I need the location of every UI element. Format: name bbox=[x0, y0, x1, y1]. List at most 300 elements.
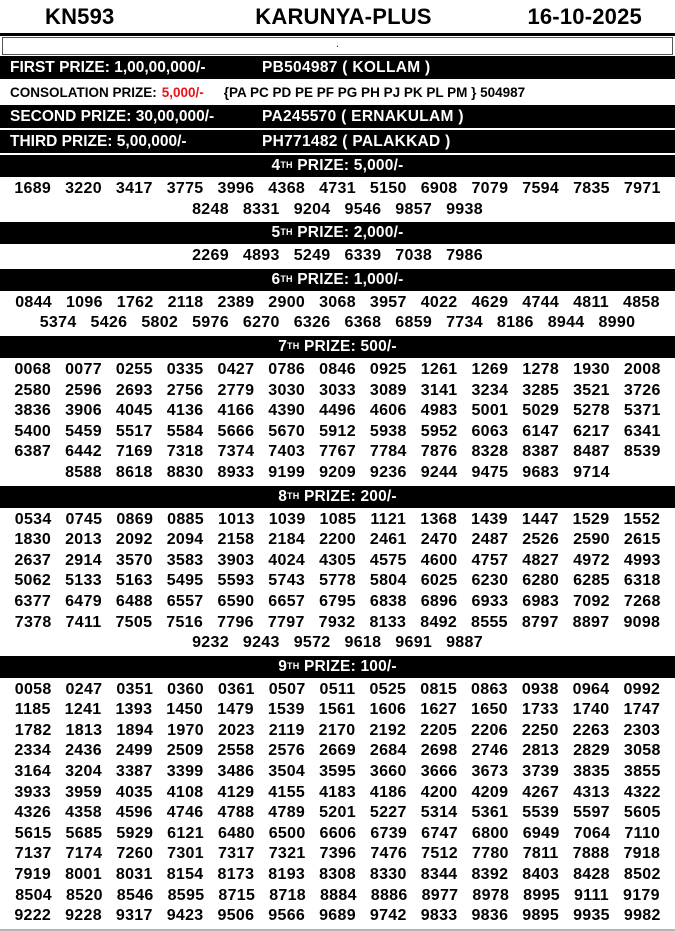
ticket-number: 8933 bbox=[217, 463, 255, 481]
ticket-number: 2013 bbox=[65, 531, 102, 549]
ticket-number: 8886 bbox=[370, 886, 408, 904]
ticket-number: 7260 bbox=[116, 845, 154, 863]
ticket-number: 4746 bbox=[166, 804, 204, 822]
ticket-number: 7137 bbox=[14, 845, 52, 863]
number-row bbox=[0, 442, 675, 463]
ticket-number: 0745 bbox=[65, 510, 103, 528]
first-prize-bar bbox=[0, 56, 675, 79]
ticket-number: 1813 bbox=[65, 721, 103, 739]
ticket-number: 0255 bbox=[115, 360, 153, 378]
ticket-number: 2184 bbox=[268, 531, 306, 549]
ticket-number: 9098 bbox=[623, 613, 661, 631]
prize-header-7th: 7TH PRIZE: 500/- bbox=[0, 336, 675, 358]
ticket-number: 1561 bbox=[318, 701, 356, 719]
ticket-number: 2334 bbox=[14, 742, 52, 760]
page-header bbox=[0, 0, 675, 33]
ticket-number: 9836 bbox=[471, 907, 509, 925]
ticket-number: 7378 bbox=[14, 613, 52, 631]
ticket-number: 4136 bbox=[166, 402, 204, 420]
ticket-number: 2684 bbox=[369, 742, 407, 760]
ticket-number: 5670 bbox=[268, 422, 306, 440]
ticket-number: 6983 bbox=[522, 592, 560, 610]
ticket-number: 9618 bbox=[344, 634, 382, 652]
ticket-number: 8330 bbox=[369, 866, 407, 884]
ticket-number: 3933 bbox=[14, 783, 52, 801]
number-row bbox=[0, 551, 675, 572]
ticket-number: 1762 bbox=[116, 293, 154, 311]
ticket-number: 5278 bbox=[573, 402, 610, 420]
ticket-number: 3835 bbox=[573, 763, 610, 781]
strip-dot: . bbox=[336, 40, 339, 49]
ticket-number: 7374 bbox=[217, 443, 255, 461]
ticket-number: 5584 bbox=[166, 422, 204, 440]
ticket-number: 8193 bbox=[268, 866, 306, 884]
ticket-number: 5743 bbox=[268, 572, 306, 590]
ticket-number: 0361 bbox=[217, 680, 255, 698]
ticket-number: 1278 bbox=[522, 360, 560, 378]
number-row bbox=[0, 886, 675, 907]
number-row bbox=[0, 803, 675, 824]
ticket-number: 8344 bbox=[420, 866, 458, 884]
ticket-number: 4993 bbox=[623, 551, 661, 569]
ticket-number: 4858 bbox=[623, 293, 660, 311]
ticket-number: 7174 bbox=[65, 845, 103, 863]
ticket-number: 2829 bbox=[573, 742, 610, 760]
ticket-number: 8502 bbox=[623, 866, 661, 884]
ticket-number: 2693 bbox=[115, 381, 153, 399]
ticket-number: 0068 bbox=[14, 360, 52, 378]
ticket-number: 6217 bbox=[573, 422, 610, 440]
ticket-number: 2170 bbox=[318, 721, 356, 739]
ticket-number: 8308 bbox=[319, 866, 356, 884]
ticket-number: 6949 bbox=[522, 824, 560, 842]
ticket-number: 9691 bbox=[395, 634, 433, 652]
ticket-number: 7796 bbox=[217, 613, 254, 631]
ticket-number: 4209 bbox=[471, 783, 509, 801]
ticket-number: 5459 bbox=[65, 422, 102, 440]
ticket-number: 4629 bbox=[471, 293, 509, 311]
ticket-number: 4368 bbox=[268, 180, 306, 197]
number-row bbox=[0, 200, 675, 221]
ticket-number: 5314 bbox=[420, 804, 458, 822]
prize-header-6th: 6TH PRIZE: 1,000/- bbox=[0, 269, 675, 291]
ticket-number: 3387 bbox=[115, 763, 153, 781]
ticket-number: 3666 bbox=[420, 763, 458, 781]
ticket-number: 5400 bbox=[14, 422, 52, 440]
ticket-number: 7064 bbox=[573, 824, 611, 842]
ticket-number: 0925 bbox=[369, 360, 407, 378]
ticket-number: 9317 bbox=[115, 907, 153, 925]
ticket-number: 3285 bbox=[522, 381, 560, 399]
second-prize-bar bbox=[0, 105, 675, 128]
ticket-number: 9857 bbox=[395, 200, 433, 218]
consolation-series: {PA PC PD PE PF PG PH PJ PK PL PM } 504987 bbox=[223, 84, 526, 100]
first-prize-label: FIRST PRIZE: 1,00,00,000/- bbox=[10, 59, 206, 76]
ticket-number: 6859 bbox=[395, 314, 433, 332]
ticket-number: 9244 bbox=[420, 463, 458, 481]
ticket-number: 7784 bbox=[369, 443, 407, 461]
ticket-number: 9742 bbox=[369, 907, 407, 925]
ticket-number: 2813 bbox=[522, 742, 560, 760]
ticket-number: 4129 bbox=[217, 783, 255, 801]
ticket-number: 7396 bbox=[319, 845, 357, 863]
ticket-number: 2461 bbox=[369, 531, 407, 549]
ticket-number: 7476 bbox=[370, 845, 408, 863]
ticket-number: 2487 bbox=[471, 531, 509, 549]
ticket-number: 1970 bbox=[167, 721, 204, 739]
ticket-number: 5952 bbox=[420, 422, 458, 440]
ticket-number: 1096 bbox=[65, 293, 103, 311]
ticket-number: 2914 bbox=[65, 551, 102, 569]
consolation-amount: 5,000/- bbox=[161, 84, 204, 100]
ticket-number: 1368 bbox=[420, 510, 458, 528]
ticket-number: 3417 bbox=[115, 180, 153, 197]
ticket-number: 9938 bbox=[446, 200, 483, 218]
ticket-number: 5374 bbox=[39, 314, 77, 332]
ticket-number: 5802 bbox=[141, 314, 179, 332]
ticket-number: 7512 bbox=[421, 845, 458, 863]
prize-sections bbox=[0, 155, 675, 927]
ticket-number: 1830 bbox=[14, 531, 52, 549]
ticket-number: 6326 bbox=[293, 314, 331, 332]
ticket-number: 1447 bbox=[521, 510, 559, 528]
ticket-number: 0511 bbox=[319, 680, 356, 698]
ticket-number: 2118 bbox=[167, 293, 204, 311]
ticket-number: 4024 bbox=[268, 551, 306, 569]
ticket-number: 3033 bbox=[319, 381, 356, 399]
ticket-number: 3660 bbox=[369, 763, 407, 781]
ticket-number: 7169 bbox=[115, 443, 153, 461]
ticket-number: 5227 bbox=[369, 804, 407, 822]
ticket-number: 2436 bbox=[65, 742, 102, 760]
ticket-number: 0846 bbox=[319, 360, 356, 378]
ticket-number: 4496 bbox=[319, 402, 356, 420]
ticket-number: 9683 bbox=[522, 463, 560, 481]
ticket-number: 4972 bbox=[573, 551, 610, 569]
ticket-number: 0863 bbox=[471, 680, 508, 698]
ticket-number: 3996 bbox=[217, 180, 255, 197]
ticket-number: 0964 bbox=[572, 680, 610, 698]
ticket-number: 4575 bbox=[369, 551, 407, 569]
ticket-number: 6147 bbox=[522, 422, 560, 440]
ticket-number: 9887 bbox=[446, 634, 483, 652]
ticket-number: 0885 bbox=[167, 510, 204, 528]
ticket-number: 3906 bbox=[65, 402, 102, 420]
ticket-number: 0247 bbox=[65, 680, 103, 698]
ticket-number: 6747 bbox=[421, 824, 458, 842]
ticket-number: 2205 bbox=[420, 721, 458, 739]
ticket-number: 8588 bbox=[65, 463, 102, 481]
first-prize-winner: PB504987 ( KOLLAM ) bbox=[262, 59, 431, 76]
ticket-number: 6280 bbox=[522, 572, 560, 590]
ticket-number: 2094 bbox=[166, 531, 204, 549]
number-row bbox=[0, 530, 675, 551]
ticket-number: 7110 bbox=[624, 824, 661, 842]
ticket-number: 4155 bbox=[268, 783, 306, 801]
ticket-number: 5976 bbox=[192, 314, 229, 332]
ticket-number: 2558 bbox=[217, 742, 255, 760]
ticket-number: 8897 bbox=[572, 613, 610, 631]
ticket-number: 6557 bbox=[166, 592, 204, 610]
number-row bbox=[0, 401, 675, 422]
ticket-number: 2470 bbox=[420, 531, 458, 549]
ticket-number: 0360 bbox=[167, 680, 204, 698]
ticket-number: 4045 bbox=[115, 402, 153, 420]
page-title: KARUNYA-PLUS bbox=[255, 3, 432, 29]
number-row bbox=[0, 360, 675, 381]
ticket-number: 3141 bbox=[420, 381, 458, 399]
ticket-number: 6270 bbox=[242, 314, 280, 332]
ticket-number: 6590 bbox=[217, 592, 255, 610]
ticket-number: 7403 bbox=[268, 443, 306, 461]
ticket-number: 9199 bbox=[268, 463, 306, 481]
ticket-number: 9833 bbox=[420, 907, 458, 925]
ticket-number: 1185 bbox=[14, 701, 51, 719]
ticket-number: 9475 bbox=[471, 463, 509, 481]
ticket-number: 6341 bbox=[623, 422, 661, 440]
ticket-number: 7932 bbox=[318, 613, 356, 631]
ticket-number: 1439 bbox=[471, 510, 508, 528]
ticket-number: 6377 bbox=[14, 592, 52, 610]
ticket-number: 4600 bbox=[420, 551, 458, 569]
ticket-number: 2669 bbox=[319, 742, 356, 760]
ticket-number: 5371 bbox=[623, 402, 661, 420]
ticket-number: 4183 bbox=[319, 783, 356, 801]
ticket-number: 7971 bbox=[623, 180, 661, 197]
ticket-number: 6606 bbox=[319, 824, 357, 842]
number-row bbox=[0, 381, 675, 402]
ticket-number: 7505 bbox=[115, 613, 153, 631]
ticket-number: 4811 bbox=[573, 293, 609, 311]
ticket-number: 0335 bbox=[166, 360, 204, 378]
ticket-number: 6739 bbox=[370, 824, 408, 842]
ticket-number: 8539 bbox=[623, 443, 661, 461]
ticket-number: 9689 bbox=[319, 907, 356, 925]
ticket-number: 7918 bbox=[623, 845, 661, 863]
ticket-number: 9572 bbox=[293, 634, 331, 652]
ticket-number: 7734 bbox=[446, 314, 483, 332]
ticket-number: 5804 bbox=[369, 572, 407, 590]
ticket-number: 9546 bbox=[344, 200, 382, 218]
ticket-number: 0077 bbox=[65, 360, 102, 378]
ticket-number: 5062 bbox=[14, 572, 52, 590]
ticket-number: 7411 bbox=[65, 613, 102, 631]
ticket-number: 0844 bbox=[15, 293, 52, 311]
ticket-number: 6368 bbox=[344, 314, 382, 332]
ticket-number: 6488 bbox=[115, 592, 153, 610]
ticket-number: 2269 bbox=[192, 247, 229, 265]
ticket-number: 1393 bbox=[115, 701, 153, 719]
ticket-number: 8995 bbox=[523, 886, 560, 904]
ticket-number: 0058 bbox=[14, 680, 52, 698]
ticket-number: 8884 bbox=[319, 886, 357, 904]
ticket-number: 2499 bbox=[115, 742, 153, 760]
ticket-number: 8403 bbox=[522, 866, 560, 884]
number-row bbox=[0, 824, 675, 845]
ticket-number: 4166 bbox=[217, 402, 255, 420]
ticket-number: 2779 bbox=[217, 381, 255, 399]
number-row bbox=[0, 844, 675, 865]
prize-header-9th: 9TH PRIZE: 100/- bbox=[0, 656, 675, 678]
number-row bbox=[0, 680, 675, 701]
consolation-row bbox=[0, 81, 675, 104]
ticket-number: 7876 bbox=[420, 443, 458, 461]
ticket-number: 7321 bbox=[268, 845, 306, 863]
number-row bbox=[0, 293, 675, 314]
ticket-number: 5163 bbox=[115, 572, 153, 590]
ticket-number: 9935 bbox=[573, 907, 610, 925]
ticket-number: 8830 bbox=[166, 463, 204, 481]
number-row bbox=[0, 865, 675, 886]
ticket-number: 9566 bbox=[268, 907, 306, 925]
ticket-number: 9179 bbox=[623, 886, 660, 904]
ticket-number: 0815 bbox=[420, 680, 458, 698]
ticket-number: 5133 bbox=[65, 572, 102, 590]
ticket-number: 2206 bbox=[471, 721, 508, 739]
ticket-number: 6387 bbox=[14, 443, 52, 461]
ticket-number: 4757 bbox=[471, 551, 509, 569]
ticket-number: 3486 bbox=[217, 763, 255, 781]
ticket-number: 9423 bbox=[166, 907, 204, 925]
number-row bbox=[0, 700, 675, 721]
ticket-number: 8944 bbox=[547, 314, 585, 332]
ticket-number: 7797 bbox=[267, 613, 305, 631]
second-prize-winner: PA245570 ( ERNAKULAM ) bbox=[262, 108, 464, 125]
ticket-number: 0427 bbox=[217, 360, 255, 378]
ticket-number: 1552 bbox=[623, 510, 661, 528]
ticket-number: 8428 bbox=[573, 866, 610, 884]
ticket-number: 5426 bbox=[90, 314, 128, 332]
second-prize-label: SECOND PRIZE: 30,00,000/- bbox=[10, 108, 215, 125]
ticket-number: 7268 bbox=[623, 592, 661, 610]
ticket-number: 9982 bbox=[623, 907, 661, 925]
ticket-number: 8331 bbox=[242, 200, 280, 218]
ticket-number: 6442 bbox=[65, 443, 102, 461]
ticket-number: 5001 bbox=[471, 402, 509, 420]
ticket-number: 7092 bbox=[573, 592, 610, 610]
ticket-number: 6838 bbox=[369, 592, 407, 610]
number-row bbox=[0, 510, 675, 531]
ticket-number: 8173 bbox=[217, 866, 255, 884]
ticket-number: 1894 bbox=[116, 721, 154, 739]
ticket-number: 4788 bbox=[217, 804, 255, 822]
ticket-number: 2008 bbox=[623, 360, 661, 378]
ticket-number: 6896 bbox=[420, 592, 458, 610]
header-divider bbox=[0, 33, 675, 36]
ticket-number: 6800 bbox=[471, 824, 509, 842]
ticket-number: 4108 bbox=[166, 783, 204, 801]
ticket-number: 9506 bbox=[217, 907, 255, 925]
number-row bbox=[0, 613, 675, 634]
ticket-number: 1039 bbox=[268, 510, 306, 528]
ticket-number: 3204 bbox=[65, 763, 102, 781]
ticket-number: 8031 bbox=[115, 866, 153, 884]
ticket-number: 8392 bbox=[471, 866, 509, 884]
ticket-number: 4983 bbox=[420, 402, 458, 420]
number-row bbox=[0, 179, 675, 200]
ticket-number: 3504 bbox=[268, 763, 306, 781]
ticket-number: 1085 bbox=[319, 510, 357, 528]
ticket-number: 9111 bbox=[573, 886, 609, 904]
ticket-number: 5539 bbox=[522, 804, 560, 822]
ticket-number: 3775 bbox=[166, 180, 204, 197]
ticket-number: 2637 bbox=[14, 551, 52, 569]
ticket-number: 8977 bbox=[421, 886, 459, 904]
ticket-number: 9243 bbox=[242, 634, 280, 652]
ticket-number: 9895 bbox=[522, 907, 560, 925]
ticket-number: 5361 bbox=[471, 804, 509, 822]
ticket-number: 8618 bbox=[115, 463, 153, 481]
ticket-number: 4744 bbox=[522, 293, 560, 311]
ticket-number: 2263 bbox=[572, 721, 610, 739]
ticket-number: 8978 bbox=[472, 886, 510, 904]
ticket-number: 5605 bbox=[623, 804, 661, 822]
ticket-number: 8520 bbox=[66, 886, 103, 904]
ticket-number: 3673 bbox=[471, 763, 509, 781]
ticket-number: 6795 bbox=[319, 592, 356, 610]
ticket-number: 5597 bbox=[573, 804, 610, 822]
ticket-number: 8504 bbox=[15, 886, 52, 904]
ticket-number: 7301 bbox=[167, 845, 204, 863]
prize-header-4th: 4TH PRIZE: 5,000/- bbox=[0, 155, 675, 177]
empty-strip bbox=[2, 37, 673, 55]
ticket-number: 0869 bbox=[116, 510, 154, 528]
ticket-number: 8718 bbox=[269, 886, 306, 904]
ticket-number: 7318 bbox=[166, 443, 204, 461]
prize-header-8th: 8TH PRIZE: 200/- bbox=[0, 486, 675, 508]
ticket-number: 1539 bbox=[267, 701, 305, 719]
ticket-number: 1782 bbox=[14, 721, 52, 739]
ticket-number: 5685 bbox=[65, 824, 103, 842]
ticket-number: 1606 bbox=[369, 701, 407, 719]
ticket-number: 8133 bbox=[369, 613, 407, 631]
ticket-number: 4827 bbox=[522, 551, 560, 569]
ticket-number: 4186 bbox=[369, 783, 407, 801]
ticket-number: 6908 bbox=[420, 180, 458, 197]
ticket-number: 1627 bbox=[420, 701, 458, 719]
ticket-number: 3959 bbox=[65, 783, 102, 801]
number-row bbox=[0, 762, 675, 783]
ticket-number: 3957 bbox=[369, 293, 407, 311]
number-row bbox=[0, 633, 675, 654]
ticket-number: 4606 bbox=[369, 402, 407, 420]
ticket-number: 3521 bbox=[573, 381, 610, 399]
ticket-number: 2596 bbox=[65, 381, 102, 399]
ticket-number: 1261 bbox=[420, 360, 458, 378]
ticket-number: 8595 bbox=[167, 886, 205, 904]
ticket-number: 5495 bbox=[166, 572, 204, 590]
ticket-number: 3903 bbox=[217, 551, 255, 569]
ticket-number: 8715 bbox=[218, 886, 256, 904]
ticket-number: 0786 bbox=[268, 360, 306, 378]
number-row bbox=[0, 246, 675, 267]
ticket-number: 9228 bbox=[65, 907, 102, 925]
third-prize-bar bbox=[0, 130, 675, 153]
ticket-number: 2698 bbox=[420, 742, 458, 760]
ticket-number: 5517 bbox=[115, 422, 153, 440]
ticket-number: 4358 bbox=[65, 804, 102, 822]
ticket-number: 8328 bbox=[471, 443, 509, 461]
ticket-number: 5201 bbox=[319, 804, 356, 822]
ticket-number: 3570 bbox=[115, 551, 153, 569]
ticket-number: 9209 bbox=[319, 463, 356, 481]
ticket-number: 1013 bbox=[217, 510, 255, 528]
ticket-number: 3164 bbox=[14, 763, 52, 781]
ticket-number: 5666 bbox=[217, 422, 255, 440]
ticket-number: 4326 bbox=[14, 804, 52, 822]
ticket-number: 8487 bbox=[573, 443, 610, 461]
ticket-number: 1450 bbox=[166, 701, 204, 719]
